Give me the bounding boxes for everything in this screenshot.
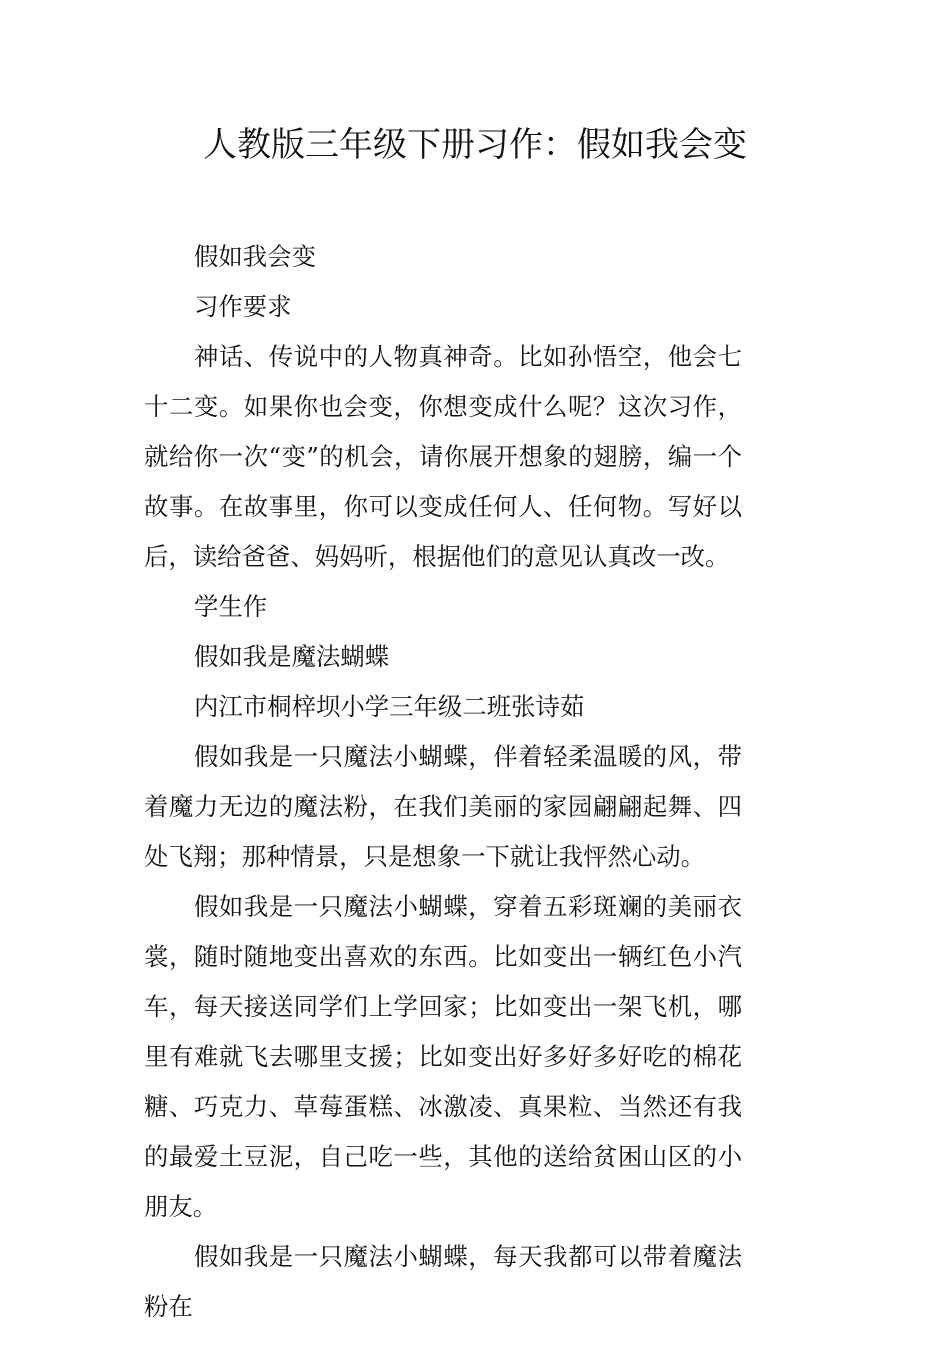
- subtitle-paragraph: 假如我会变: [194, 242, 316, 271]
- essay-paragraph: 假如我是一只魔法小蝴蝶，伴着轻柔温暖的风，带着魔力无边的魔法粉，在我们美丽的家园翩翩起舞、四处飞翔；那种情景，只是想象一下就让我怦然心动。: [144, 742, 742, 871]
- document-title: 人教版三年级下册习作：假如我会变: [203, 125, 747, 165]
- essay-paragraph: 假如我是一只魔法小蝴蝶，穿着五彩斑斓的美丽衣裳，随时随地变出喜欢的东西。比如变出一辆红色小汽车，每天接送同学们上学回家；比如变出一架飞机，哪里有难就飞去哪里支援；比如变出好多好多好吃的棉花糖、巧克力、草莓蛋糕、冰激凌、真果粒、当然还有我的最爱土豆泥，自己吃一些，其他的送给贫困山区的小朋友。: [144, 892, 742, 1221]
- document-body: [144, 232, 742, 1332]
- essay-title: 假如我是魔法蝴蝶: [194, 642, 390, 671]
- essay-paragraph: 假如我是一只魔法小蝴蝶，每天我都可以带着魔法粉在: [144, 1242, 742, 1321]
- section-heading-requirements: 习作要求: [194, 292, 292, 321]
- section-heading-student-work: 学生作: [194, 592, 268, 621]
- requirements-paragraph: 神话、传说中的人物真神奇。比如孙悟空，他会七十二变。如果你也会变，你想变成什么呢？这次习作，就给你一次“变”的机会，请你展开想象的翅膀，编一个故事。在故事里，你可以变成任何人、任何物。写好以后，读给爸爸、妈妈听，根据他们的意见认真改一改。: [144, 342, 742, 571]
- essay-author: 内江市桐梓坝小学三年级二班张诗茹: [194, 692, 585, 721]
